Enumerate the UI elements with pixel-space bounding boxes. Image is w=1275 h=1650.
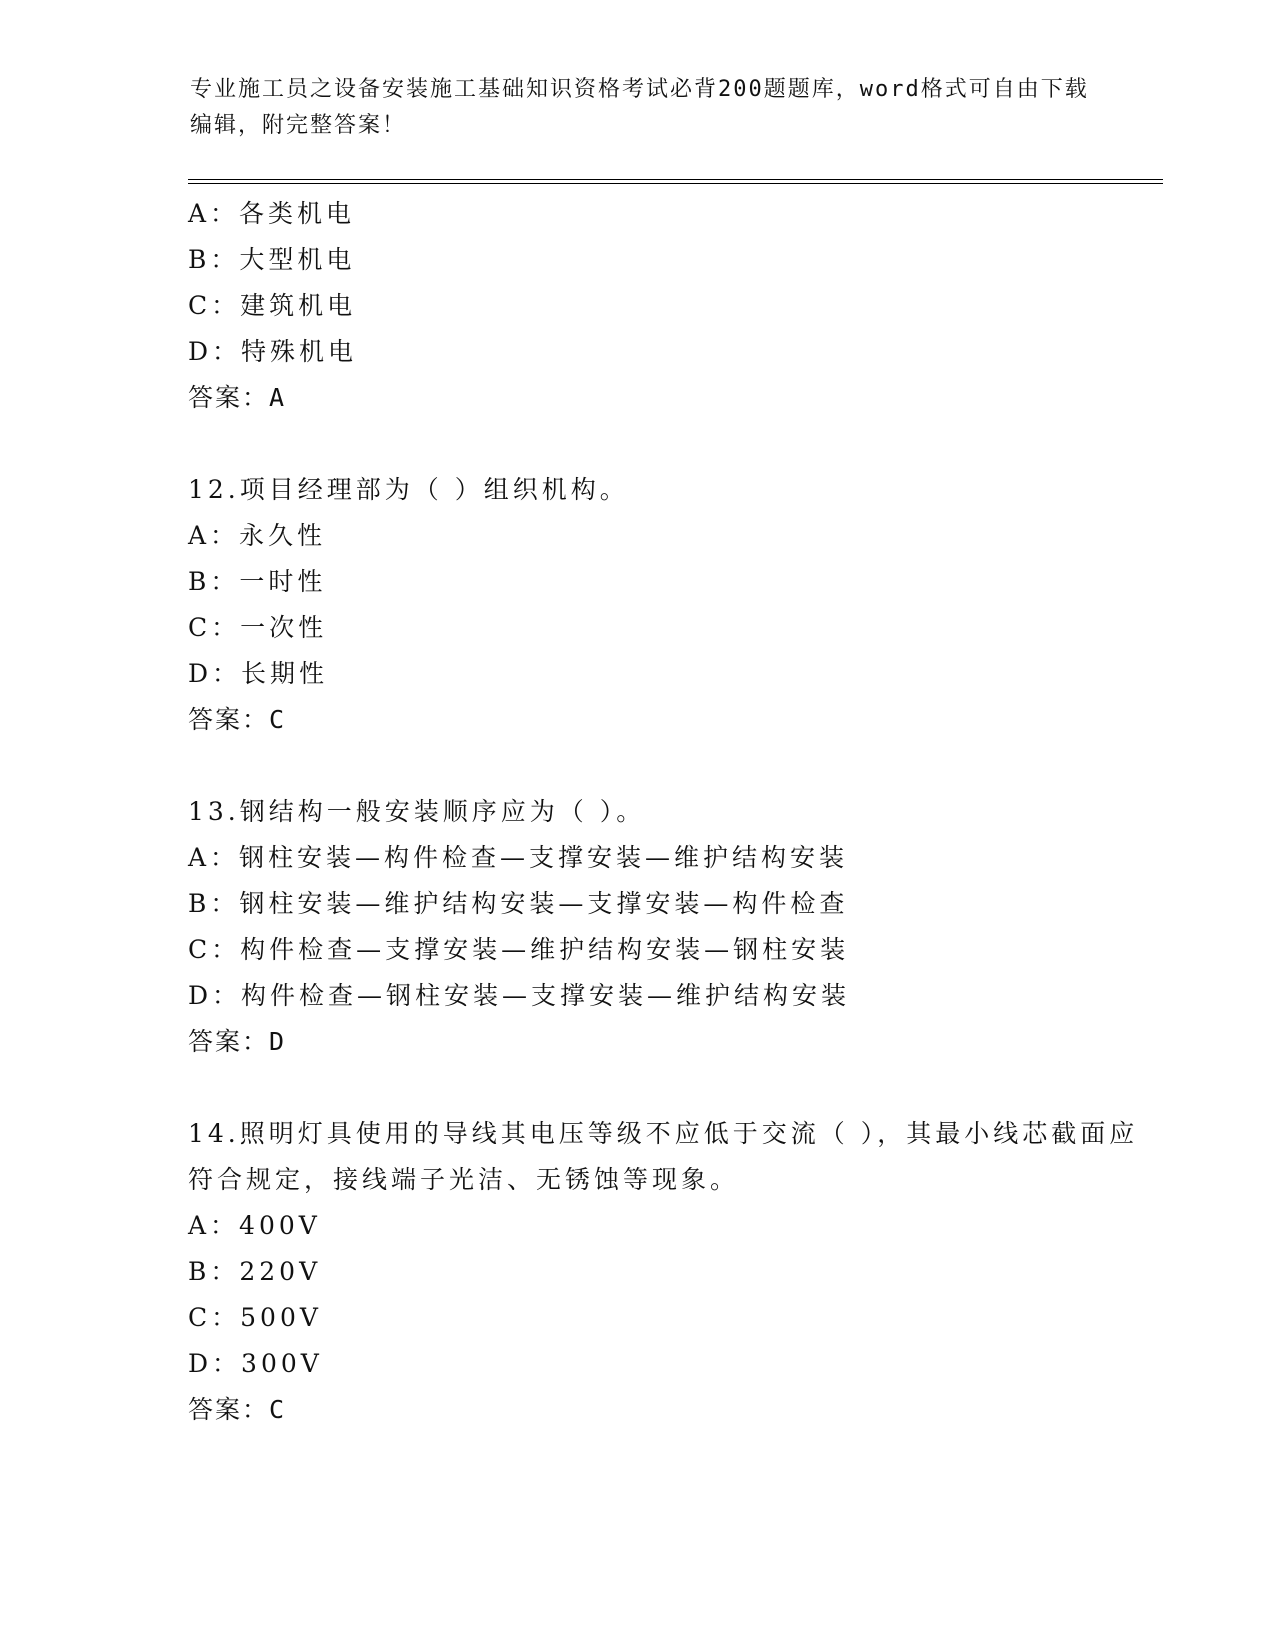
option-a: A：各类机电: [188, 199, 356, 228]
spacer: [188, 743, 1148, 789]
option-c: C：建筑机电: [188, 291, 357, 320]
option-a: A：永久性: [188, 521, 327, 550]
option-d: D：长期性: [188, 659, 329, 688]
question-stem: 13.钢结构一般安装顺序应为（ ）。: [188, 797, 646, 826]
spacer: [188, 1065, 1148, 1111]
header-rule-bottom: [188, 183, 1163, 184]
question-item: [188, 789, 1148, 1065]
option-c: C：一次性: [188, 613, 328, 642]
option-b: B：大型机电: [188, 245, 356, 274]
option-d: D：特殊机电: [188, 337, 358, 366]
question-list: [188, 191, 1148, 1433]
answer: 答案：A: [188, 383, 287, 412]
option-a: A：钢柱安装—构件检查—支撑安装—维护结构安装: [188, 843, 849, 872]
header-rule-top: [188, 179, 1163, 180]
option-c: C：500V: [188, 1303, 322, 1332]
answer: 答案：C: [188, 705, 287, 734]
question-stem: 12.项目经理部为（ ）组织机构。: [188, 475, 629, 504]
option-b: B：220V: [188, 1257, 322, 1286]
answer: 答案：C: [188, 1395, 287, 1424]
option-b: B：一时性: [188, 567, 327, 596]
question-item: [188, 1111, 1148, 1433]
option-d: D：300V: [188, 1349, 323, 1378]
option-c: C：构件检查—支撑安装—维护结构安装—钢柱安装: [188, 935, 850, 964]
document-header: 专业施工员之设备安装施工基础知识资格考试必背200题题库，word格式可自由下载编辑，附完整答案！: [190, 77, 1089, 138]
question-stem: 14.照明灯具使用的导线其电压等级不应低于交流（ ），其最小线芯截面应符合规定，接线端子光洁、无锈蚀等现象。: [188, 1119, 1139, 1194]
option-d: D：构件检查—钢柱安装—支撑安装—维护结构安装: [188, 981, 851, 1010]
spacer: [188, 421, 1148, 467]
question-item: [188, 191, 1148, 421]
answer: 答案：D: [188, 1027, 287, 1056]
question-item: [188, 467, 1148, 743]
option-a: A：400V: [188, 1211, 321, 1240]
option-b: B：钢柱安装—维护结构安装—支撑安装—构件检查: [188, 889, 849, 918]
